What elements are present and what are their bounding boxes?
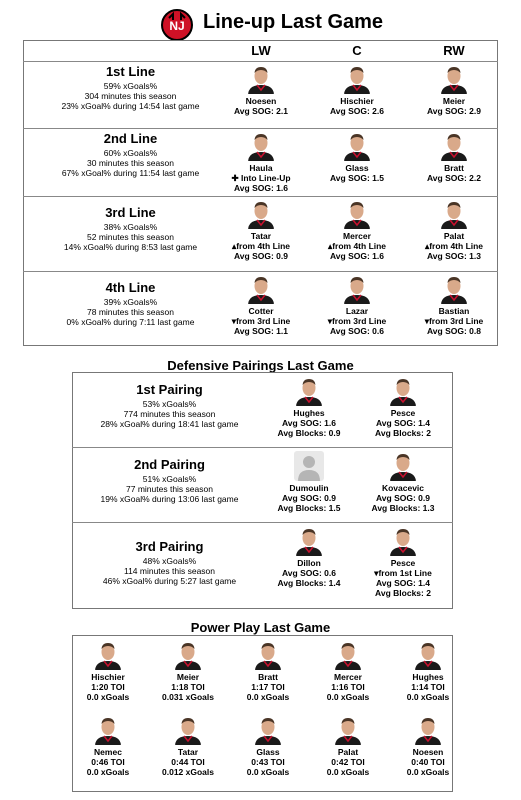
player-toi: 1:14 TOI bbox=[411, 682, 445, 692]
player-card[interactable] bbox=[358, 451, 448, 513]
player-name: Glass bbox=[256, 747, 280, 757]
player-name: Palat bbox=[337, 747, 359, 757]
player-sog: Avg SOG: 1.1 bbox=[233, 326, 288, 336]
player-headshot-icon bbox=[388, 376, 418, 406]
player-name: Hughes bbox=[412, 672, 444, 682]
powerplay-player-card[interactable] bbox=[68, 715, 148, 777]
player-name: Bastian bbox=[438, 306, 470, 316]
player-name: Noesen bbox=[245, 96, 277, 106]
player-card[interactable] bbox=[264, 451, 354, 513]
page-title: Line-up Last Game bbox=[203, 11, 384, 33]
player-blocks: Avg Blocks: 1.3 bbox=[371, 503, 435, 513]
player-headshot-icon bbox=[246, 131, 276, 161]
player-headshot-icon bbox=[439, 131, 469, 161]
player-card[interactable] bbox=[216, 274, 306, 336]
player-headshot-icon bbox=[246, 199, 276, 229]
player-blocks: Avg Blocks: 1.5 bbox=[277, 503, 341, 513]
player-name: Cotter bbox=[248, 306, 274, 316]
column-header-lw: LW bbox=[251, 43, 271, 58]
player-card[interactable] bbox=[312, 274, 402, 336]
player-headshot-icon bbox=[333, 715, 363, 745]
player-name: Dillon bbox=[297, 558, 321, 568]
player-toi: 0:40 TOI bbox=[411, 757, 445, 767]
player-name: Lazar bbox=[345, 306, 369, 316]
player-name: Mercer bbox=[343, 231, 371, 241]
player-card[interactable] bbox=[312, 64, 402, 116]
player-sog: Avg SOG: 1.3 bbox=[426, 251, 481, 261]
player-change: ▴from 4th Line bbox=[231, 241, 291, 251]
line-name: 4th Line bbox=[105, 280, 156, 295]
line-last-game: 23% xGoal% during 14:54 last game bbox=[61, 101, 200, 111]
player-name: Bratt bbox=[444, 163, 464, 173]
player-xgoals: 0.0 xGoals bbox=[86, 692, 130, 702]
pairing-last-game: 46% xGoal% during 5:27 last game bbox=[102, 576, 237, 586]
player-toi: 0:42 TOI bbox=[331, 757, 365, 767]
player-name: Hischier bbox=[91, 672, 125, 682]
pairing-name: 1st Pairing bbox=[136, 382, 203, 397]
player-xgoals: 0.031 xGoals bbox=[162, 692, 214, 702]
player-name: Meier bbox=[176, 672, 200, 682]
player-headshot-icon bbox=[388, 451, 418, 481]
player-sog: Avg SOG: 2.9 bbox=[426, 106, 481, 116]
player-sog: Avg SOG: 2.6 bbox=[329, 106, 384, 116]
player-xgoals: 0.0 xGoals bbox=[326, 767, 370, 777]
powerplay-player-card[interactable] bbox=[388, 640, 468, 702]
pairing-info bbox=[72, 457, 267, 504]
pairing-minutes: 77 minutes this season bbox=[126, 484, 213, 494]
line-row bbox=[23, 61, 498, 128]
player-headshot-icon bbox=[342, 274, 372, 304]
player-sog: Avg SOG: 1.4 bbox=[375, 418, 430, 428]
player-blocks: Avg Blocks: 2 bbox=[375, 428, 431, 438]
player-card[interactable] bbox=[312, 199, 402, 261]
player-headshot-icon bbox=[342, 64, 372, 94]
line-xgoals: 60% xGoals% bbox=[103, 148, 158, 158]
player-name: Hischier bbox=[340, 96, 374, 106]
player-name: Palat bbox=[443, 231, 465, 241]
column-header-c: C bbox=[352, 43, 362, 58]
player-sog: Avg SOG: 0.6 bbox=[281, 568, 336, 578]
player-name: Kovacevic bbox=[381, 483, 425, 493]
player-card[interactable] bbox=[216, 131, 306, 193]
line-name: 1st Line bbox=[105, 64, 156, 79]
player-change: ✚ Into Line-Up bbox=[231, 173, 291, 183]
player-sog: Avg SOG: 0.9 bbox=[233, 251, 288, 261]
player-sog: Avg SOG: 1.6 bbox=[233, 183, 288, 193]
player-change: ▴from 4th Line bbox=[424, 241, 484, 251]
powerplay-player-card[interactable] bbox=[228, 640, 308, 702]
player-blocks: Avg Blocks: 1.4 bbox=[277, 578, 341, 588]
player-xgoals: 0.012 xGoals bbox=[162, 767, 214, 777]
pairing-xgoals: 51% xGoals% bbox=[142, 474, 197, 484]
player-headshot-icon bbox=[253, 640, 283, 670]
powerplay-player-card[interactable] bbox=[308, 640, 388, 702]
line-info bbox=[23, 280, 238, 327]
player-name: Noesen bbox=[412, 747, 444, 757]
player-headshot-icon bbox=[253, 715, 283, 745]
player-sog: Avg SOG: 0.6 bbox=[329, 326, 384, 336]
player-name: Bratt bbox=[258, 672, 278, 682]
line-xgoals: 39% xGoals% bbox=[103, 297, 158, 307]
player-name: Dumoulin bbox=[289, 483, 329, 493]
player-card[interactable] bbox=[409, 64, 499, 116]
line-minutes: 304 minutes this season bbox=[84, 91, 177, 101]
player-xgoals: 0.0 xGoals bbox=[246, 692, 290, 702]
pairing-xgoals: 48% xGoals% bbox=[142, 556, 197, 566]
player-name: Mercer bbox=[334, 672, 362, 682]
player-card[interactable] bbox=[264, 376, 354, 438]
player-toi: 1:18 TOI bbox=[171, 682, 205, 692]
line-minutes: 52 minutes this season bbox=[87, 232, 174, 242]
player-toi: 1:17 TOI bbox=[251, 682, 285, 692]
player-headshot-icon bbox=[413, 640, 443, 670]
player-change: ▾from 3rd Line bbox=[327, 316, 387, 326]
line-name: 2nd Line bbox=[103, 131, 158, 146]
line-info bbox=[23, 64, 238, 111]
line-last-game: 14% xGoal% during 8:53 last game bbox=[63, 242, 198, 252]
player-name: Glass bbox=[345, 163, 369, 173]
pairing-info bbox=[72, 382, 267, 429]
player-name: Pesce bbox=[390, 558, 416, 568]
player-toi: 1:16 TOI bbox=[331, 682, 365, 692]
pairing-row bbox=[72, 447, 453, 522]
player-sog: Avg SOG: 1.4 bbox=[375, 578, 430, 588]
powerplay-player-card[interactable] bbox=[68, 640, 148, 702]
player-headshot-icon bbox=[173, 640, 203, 670]
silhouette-icon bbox=[294, 451, 324, 481]
player-headshot-icon bbox=[173, 715, 203, 745]
player-headshot-icon bbox=[93, 715, 123, 745]
player-name: Nemec bbox=[94, 747, 122, 757]
player-xgoals: 0.0 xGoals bbox=[86, 767, 130, 777]
player-xgoals: 0.0 xGoals bbox=[246, 767, 290, 777]
player-sog: Avg SOG: 2.1 bbox=[233, 106, 288, 116]
player-headshot-icon bbox=[388, 526, 418, 556]
player-xgoals: 0.0 xGoals bbox=[326, 692, 370, 702]
player-change: ▾from 3rd Line bbox=[424, 316, 484, 326]
line-minutes: 78 minutes this season bbox=[87, 307, 174, 317]
player-card[interactable] bbox=[312, 131, 402, 183]
pairing-minutes: 774 minutes this season bbox=[123, 409, 216, 419]
player-card[interactable] bbox=[216, 199, 306, 261]
player-sog: Avg SOG: 1.6 bbox=[281, 418, 336, 428]
player-change: ▴from 4th Line bbox=[327, 241, 387, 251]
player-card[interactable] bbox=[358, 526, 448, 598]
player-toi: 0:43 TOI bbox=[251, 757, 285, 767]
line-xgoals: 38% xGoals% bbox=[103, 222, 158, 232]
powerplay-player-card[interactable] bbox=[228, 715, 308, 777]
player-toi: 0:44 TOI bbox=[171, 757, 205, 767]
pairing-name: 3rd Pairing bbox=[135, 539, 204, 554]
player-xgoals: 0.0 xGoals bbox=[406, 767, 450, 777]
powerplay-player-card[interactable] bbox=[388, 715, 468, 777]
player-headshot-icon bbox=[93, 640, 123, 670]
svg-text:NJ: NJ bbox=[169, 19, 185, 33]
player-xgoals: 0.0 xGoals bbox=[406, 692, 450, 702]
player-name: Tatar bbox=[250, 231, 272, 241]
player-change: ▾from 1st Line bbox=[374, 568, 432, 578]
column-header-rw: RW bbox=[443, 43, 465, 58]
devils-logo-icon bbox=[160, 8, 194, 42]
player-card[interactable] bbox=[409, 131, 499, 183]
line-row bbox=[23, 271, 498, 346]
player-name: Pesce bbox=[390, 408, 416, 418]
player-card[interactable] bbox=[409, 274, 499, 336]
player-sog: Avg SOG: 0.8 bbox=[426, 326, 481, 336]
line-minutes: 30 minutes this season bbox=[87, 158, 174, 168]
player-sog: Avg SOG: 1.5 bbox=[329, 173, 384, 183]
player-headshot-icon bbox=[246, 274, 276, 304]
player-name: Tatar bbox=[177, 747, 199, 757]
player-name: Meier bbox=[442, 96, 466, 106]
player-sog: Avg SOG: 2.2 bbox=[426, 173, 481, 183]
player-toi: 0:46 TOI bbox=[91, 757, 125, 767]
pairing-info bbox=[72, 539, 267, 586]
powerplay-player-card[interactable] bbox=[148, 640, 228, 702]
pairing-name: 2nd Pairing bbox=[134, 457, 205, 472]
player-headshot-icon bbox=[333, 640, 363, 670]
player-name: Hughes bbox=[293, 408, 325, 418]
player-headshot-icon bbox=[439, 199, 469, 229]
player-sog: Avg SOG: 0.9 bbox=[281, 493, 336, 503]
player-card[interactable] bbox=[358, 376, 448, 438]
player-headshot-icon bbox=[413, 715, 443, 745]
player-sog: Avg SOG: 0.9 bbox=[375, 493, 430, 503]
pairing-minutes: 114 minutes this season bbox=[123, 566, 216, 576]
pairing-last-game: 28% xGoal% during 18:41 last game bbox=[100, 419, 239, 429]
pairing-row bbox=[72, 522, 453, 608]
line-name: 3rd Line bbox=[105, 205, 156, 220]
player-headshot-icon bbox=[294, 526, 324, 556]
player-headshot-icon bbox=[342, 199, 372, 229]
player-change: ▾from 3rd Line bbox=[231, 316, 291, 326]
player-headshot-icon bbox=[294, 376, 324, 406]
player-headshot-icon bbox=[342, 131, 372, 161]
pairing-last-game: 19% xGoal% during 13:06 last game bbox=[100, 494, 239, 504]
player-card[interactable] bbox=[409, 199, 499, 261]
player-blocks: Avg Blocks: 0.9 bbox=[277, 428, 341, 438]
player-card[interactable] bbox=[264, 526, 354, 588]
line-xgoals: 59% xGoals% bbox=[103, 81, 158, 91]
pairing-xgoals: 53% xGoals% bbox=[142, 399, 197, 409]
player-card[interactable] bbox=[216, 64, 306, 116]
player-sog: Avg SOG: 1.6 bbox=[329, 251, 384, 261]
powerplay-player-card[interactable] bbox=[308, 715, 388, 777]
player-headshot-icon bbox=[246, 64, 276, 94]
powerplay-player-card[interactable] bbox=[148, 715, 228, 777]
player-toi: 1:20 TOI bbox=[91, 682, 125, 692]
defense-section-title: Defensive Pairings Last Game bbox=[167, 358, 354, 373]
line-last-game: 0% xGoal% during 7:11 last game bbox=[66, 317, 195, 327]
line-last-game: 67% xGoal% during 11:54 last game bbox=[61, 168, 200, 178]
player-headshot-icon bbox=[439, 274, 469, 304]
line-row bbox=[23, 128, 498, 196]
line-info bbox=[23, 205, 238, 252]
line-info bbox=[23, 131, 238, 178]
player-name: Haula bbox=[249, 163, 273, 173]
powerplay-section-title: Power Play Last Game bbox=[190, 620, 331, 635]
pairing-row bbox=[72, 373, 453, 447]
player-blocks: Avg Blocks: 2 bbox=[375, 588, 431, 598]
player-headshot-icon bbox=[439, 64, 469, 94]
line-row bbox=[23, 196, 498, 271]
